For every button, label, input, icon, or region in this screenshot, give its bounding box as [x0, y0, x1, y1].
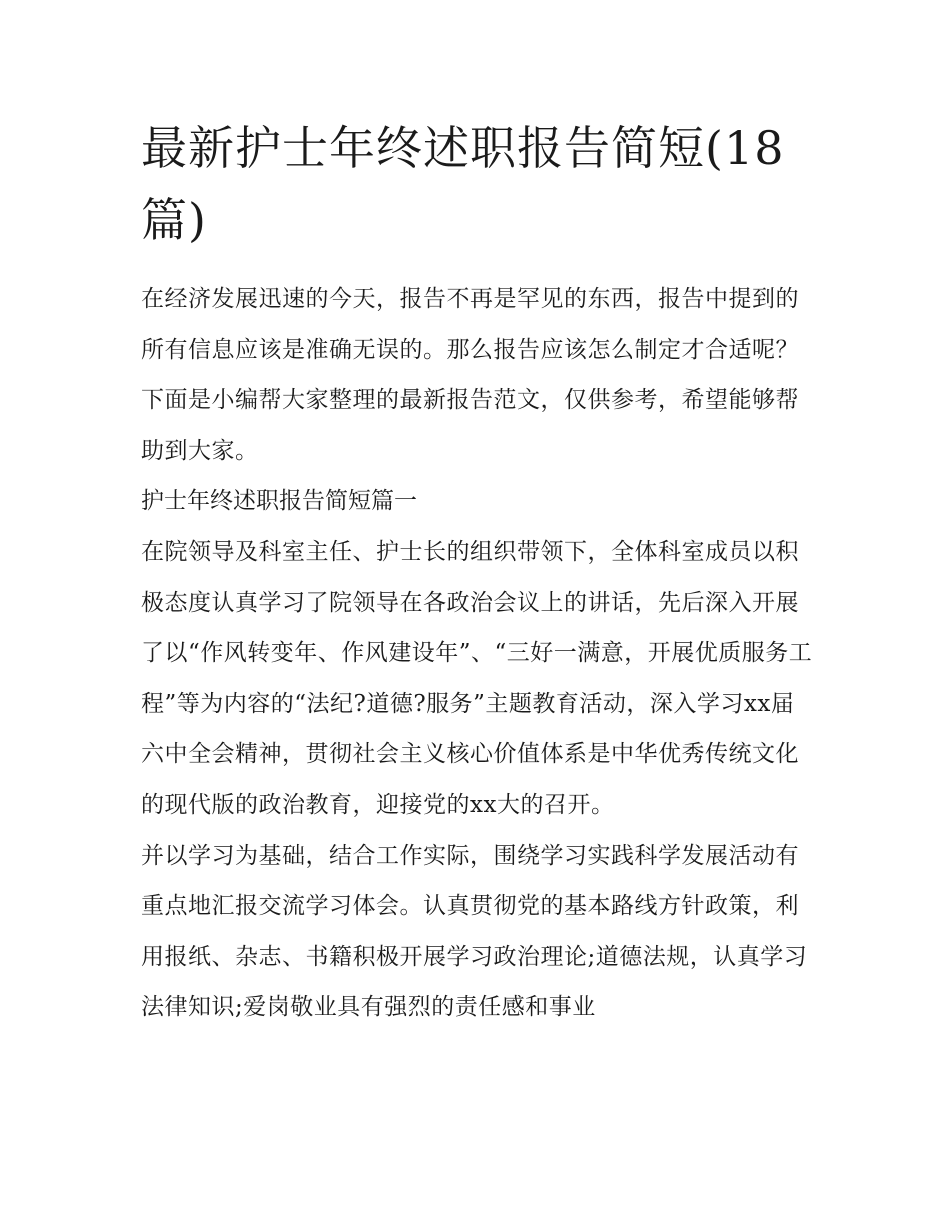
document-content	[141, 112, 813, 1033]
section-heading: 护士年终述职报告简短篇一	[141, 488, 417, 515]
body-paragraph-1: 在院领导及科室主任、护士长的组织带领下，全体科室成员以积极态度认真学习了院领导在各政治会议上的讲话，先后深入开展了以“作风转变年、作风建设年”、“三好一满意，开展优质服务工程”等为内容的“法纪?道德?服务”主题教育活动，深入学习xx届六中全会精神，贯彻社会主义核心价值体系是中华优秀传统文化的现代版的政治教育，迎接党的xx大的召开。	[141, 538, 813, 818]
intro-paragraph: 在经济发展迅速的今天，报告不再是罕见的东西，报告中提到的所有信息应该是准确无误的。那么报告应该怎么制定才合适呢？下面是小编帮大家整理的最新报告范文，仅供参考，希望能够帮助到大家。	[141, 286, 799, 464]
body-paragraph-2: 并以学习为基础，结合工作实际，围绕学习实践科学发展活动有重点地汇报交流学习体会。认真贯彻党的基本路线方针政策，利用报纸、杂志、书籍积极开展学习政治理论;道德法规，认真学习法律知识;爱岗敬业具有强烈的责任感和事业	[141, 842, 808, 1021]
document-title: 最新护士年终述职报告简短(18篇)	[141, 121, 785, 247]
